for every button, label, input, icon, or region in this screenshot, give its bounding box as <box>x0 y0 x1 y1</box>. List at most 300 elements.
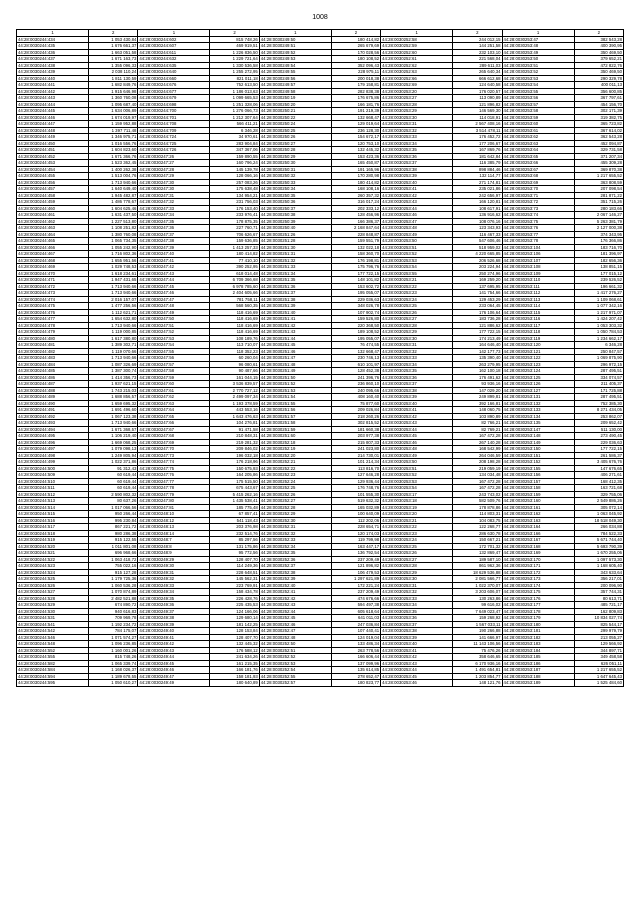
cadastral-number-cell: 44:28:0030251:35 <box>259 277 331 284</box>
cadastral-number-cell: 44:28:0030253:43 <box>381 660 453 667</box>
cadastral-number-cell: 44:28:0030244:700 <box>138 108 210 115</box>
cadastral-value-cell: 283 904,84 <box>210 140 259 147</box>
cadastral-value-cell: 706 626,67 <box>210 231 259 238</box>
cadastral-number-cell: 44:28:0030253:43 <box>381 199 453 206</box>
cadastral-value-cell: 347 367,06 <box>210 147 259 154</box>
cadastral-value-cell: 296 972,15 <box>574 361 623 368</box>
cadastral-value-cell: 1 617 380,80 <box>89 335 138 342</box>
cadastral-value-cell: 1 713 940,66 <box>89 355 138 362</box>
cadastral-value-cell: 2 168 847,64 <box>331 225 380 232</box>
cadastral-number-cell: 44:28:0030252:46 <box>259 621 331 628</box>
cadastral-number-cell: 44:28:0030253:31 <box>381 342 453 349</box>
cadastral-value-cell: 1 096 236,85 <box>89 641 138 648</box>
cadastral-number-cell: 44:28:0030253:55 <box>381 270 453 277</box>
cadastral-value-cell: 329 731,58 <box>574 147 623 154</box>
cadastral-number-cell: 44:28:0030253:148 <box>502 433 574 440</box>
cadastral-number-cell: 44:28:0030244:509 <box>17 472 89 479</box>
cadastral-number-cell: 44:28:0030251:32 <box>259 257 331 264</box>
cadastral-value-cell: 181 660,38 <box>331 426 380 433</box>
cadastral-number-cell: 44:28:0030253:110 <box>502 277 574 284</box>
cadastral-value-cell: 995 230,84 <box>89 517 138 524</box>
cadastral-number-cell: 44:28:0030249:50 <box>259 36 331 43</box>
cadastral-value-cell: 454 156,70 <box>574 101 623 108</box>
cadastral-value-cell: 60 619,44 <box>89 472 138 479</box>
cadastral-value-cell: 6 170 936,16 <box>453 660 502 667</box>
cadastral-number-cell: 44:28:0030253:38 <box>381 166 453 173</box>
cadastral-number-cell: 44:28:0030253:37 <box>381 621 453 628</box>
cadastral-number-cell: 44:28:0030253:78 <box>502 238 574 245</box>
cadastral-number-cell: 44:28:0030253:111 <box>502 283 574 290</box>
cadastral-number-cell: 44:28:0030253:21 <box>381 517 453 524</box>
cadastral-value-cell: 176 020,57 <box>453 88 502 95</box>
cadastral-value-cell: 1 016 556,76 <box>89 140 138 147</box>
cadastral-value-cell: 82 766,21 <box>453 420 502 427</box>
cadastral-value-cell: 280 183,66 <box>574 205 623 212</box>
cadastral-value-cell: 124 640,58 <box>453 82 502 89</box>
cadastral-value-cell: 163 447,17 <box>331 543 380 550</box>
cadastral-value-cell: 271 174,81 <box>453 179 502 186</box>
cadastral-number-cell: 44:28:0030253:54 <box>381 264 453 271</box>
cadastral-number-cell: 44:28:0030247:45 <box>138 283 210 290</box>
cadastral-number-cell: 44:28:0030253:62 <box>502 134 574 141</box>
cadastral-number-cell: 44:28:0030247:61 <box>138 387 210 394</box>
cadastral-number-cell: 44:28:0030247:57 <box>138 361 210 368</box>
cadastral-value-cell: 176 218,96 <box>210 459 259 466</box>
cadastral-number-cell: 44:28:0030251:56 <box>259 407 331 414</box>
cadastral-value-cell: 124 019,04 <box>331 634 380 641</box>
cadastral-value-cell: 915 127,28 <box>89 569 138 576</box>
cadastral-number-cell: 44:28:0030253:113 <box>502 296 574 303</box>
cadastral-number-cell: 44:28:0030253:114 <box>502 303 574 310</box>
cadastral-number-cell: 44:28:0030249:58 <box>259 88 331 95</box>
cadastral-number-cell: 44:28:0030253:35 <box>381 608 453 615</box>
cadastral-number-cell: 44:28:0030244:455 <box>17 173 89 180</box>
cadastral-value-cell: 141 666,97 <box>453 634 502 641</box>
cadastral-number-cell: 44:28:0030253:26 <box>381 309 453 316</box>
cadastral-value-cell: 150 667,21 <box>453 537 502 544</box>
cadastral-number-cell: 44:28:0030250:31 <box>259 166 331 173</box>
cadastral-number-cell: 44:28:0030252:28 <box>259 504 331 511</box>
cadastral-value-cell: 1 424 207,42 <box>574 316 623 323</box>
cadastral-number-cell: 44:28:0030249:54 <box>259 62 331 69</box>
cadastral-value-cell: 128 066,16 <box>210 173 259 180</box>
cadastral-number-cell: 44:28:0030253:155 <box>502 465 574 472</box>
cadastral-value-cell: 180 414,82 <box>331 179 380 186</box>
cadastral-number-cell: 44:28:0030247:69 <box>138 439 210 446</box>
cadastral-value-cell: 1 063 418,72 <box>89 556 138 563</box>
cadastral-value-cell: 202 333,12 <box>331 205 380 212</box>
cadastral-number-cell: 44:28:0030244:470 <box>17 270 89 277</box>
cadastral-number-cell: 44:28:0030253:186 <box>502 660 574 667</box>
cadastral-number-cell: 44:28:0030253:36 <box>381 615 453 622</box>
cadastral-number-cell: 44:28:0030253:59 <box>502 114 574 121</box>
cadastral-number-cell: 44:28:0030253:167 <box>502 537 574 544</box>
cadastral-value-cell: 121 896,82 <box>453 101 502 108</box>
cadastral-number-cell: 44:28:0030253:50 <box>381 459 453 466</box>
cadastral-number-cell: 44:28:0030253:33 <box>381 595 453 602</box>
cadastral-number-cell: 44:28:0030244:602 <box>138 36 210 43</box>
cadastral-value-cell: 67 857,41 <box>210 511 259 518</box>
cadastral-number-cell: 44:28:0030253:27 <box>381 556 453 563</box>
cadastral-number-cell: 44:28:0030253:182 <box>502 634 574 641</box>
column-header-number: 1 <box>259 30 331 37</box>
cadastral-value-cell: 146 569,30 <box>453 108 502 115</box>
cadastral-value-cell: 159 526,80 <box>331 316 380 323</box>
cadastral-number-cell: 44:28:0030253:161 <box>502 504 574 511</box>
cadastral-value-cell: 145 139,78 <box>210 166 259 173</box>
page-number: 1008 <box>312 14 328 21</box>
cadastral-number-cell: 44:28:0030244:522 <box>17 556 89 563</box>
cadastral-number-cell: 44:28:0030244:454 <box>17 166 89 173</box>
cadastral-value-cell: 82 769,21 <box>453 426 502 433</box>
cadastral-value-cell: 316 017,24 <box>331 199 380 206</box>
cadastral-value-cell: 76 474,55 <box>331 342 380 349</box>
cadastral-value-cell: 3 514 478,11 <box>453 127 502 134</box>
cadastral-number-cell: 44:28:0030249:41 <box>138 634 210 641</box>
cadastral-value-cell: 231 756,03 <box>210 199 259 206</box>
cadastral-number-cell: 44:28:0030253:61 <box>502 127 574 134</box>
cadastral-number-cell: 44:28:0030253:54 <box>381 485 453 492</box>
cadastral-value-cell: 1 947 431,65 <box>89 277 138 284</box>
cadastral-value-cell: 180 640,89 <box>210 680 259 687</box>
cadastral-number-cell: 44:28:0030252:21 <box>259 459 331 466</box>
cadastral-number-cell: 44:28:0030252:32 <box>259 530 331 537</box>
cadastral-number-cell: 44:28:0030244:513 <box>17 498 89 505</box>
cadastral-value-cell: 1 713 940,66 <box>89 290 138 297</box>
cadastral-value-cell: 302 171,39 <box>574 108 623 115</box>
cadastral-number-cell: 44:28:0030253:33 <box>381 355 453 362</box>
cadastral-value-cell: 118 416,69 <box>210 309 259 316</box>
cadastral-value-cell: 6 346,28 <box>574 342 623 349</box>
cadastral-value-cell: 167 472,28 <box>453 433 502 440</box>
cadastral-value-cell: 666 612,68 <box>453 75 502 82</box>
cadastral-number-cell: 44:28:0030253:68 <box>502 173 574 180</box>
cadastral-number-cell: 44:28:0030249:45 <box>138 660 210 667</box>
cadastral-number-cell: 44:28:0030250:19 <box>259 95 331 102</box>
cadastral-number-cell: 44:28:0030252:35 <box>259 550 331 557</box>
cadastral-number-cell: 44:28:0030251:59 <box>259 426 331 433</box>
cadastral-number-cell: 44:28:0030253:166 <box>502 530 574 537</box>
cadastral-number-cell: 44:28:0030244:443 <box>17 95 89 102</box>
cadastral-number-cell: 44:28:0030247:26 <box>138 153 210 160</box>
cadastral-number-cell: 44:28:0030252:44 <box>259 608 331 615</box>
cadastral-value-cell: 175 638,48 <box>210 186 259 193</box>
cadastral-value-cell: 177 722,15 <box>331 270 380 277</box>
cadastral-number-cell: 44:28:0030252:40 <box>259 582 331 589</box>
cadastral-value-cell: 116 467,33 <box>453 231 502 238</box>
cadastral-value-cell: 99 616,02 <box>453 602 502 609</box>
cadastral-number-cell: 44:28:0030253:54 <box>502 82 574 89</box>
cadastral-number-cell: 44:28:0030253:126 <box>502 381 574 388</box>
cadastral-value-cell: 1 168 605,40 <box>574 563 623 570</box>
cadastral-number-cell: 44:28:0030251:28 <box>259 238 331 245</box>
cadastral-number-cell: 44:28:0030244:458 <box>17 192 89 199</box>
cadastral-value-cell: 148 121,76 <box>453 680 502 687</box>
cadastral-value-cell: 203 376,98 <box>210 524 259 531</box>
cadastral-number-cell: 44:28:0030251:57 <box>259 413 331 420</box>
cadastral-number-cell: 44:28:0030253:32 <box>381 589 453 596</box>
cadastral-number-cell: 44:28:0030253:118 <box>502 329 574 336</box>
cadastral-number-cell: 44:28:0030253:160 <box>502 498 574 505</box>
cadastral-value-cell: 2 499 097,34 <box>210 394 259 401</box>
cadastral-number-cell: 44:28:0030244:480 <box>17 335 89 342</box>
cadastral-value-cell: 219 281,32 <box>210 439 259 446</box>
cadastral-value-cell: 1 688 856,57 <box>89 394 138 401</box>
cadastral-value-cell: 1 713 940,66 <box>89 420 138 427</box>
cadastral-number-cell: 44:28:0030250:25 <box>259 127 331 134</box>
cadastral-number-cell: 44:28:0030251:46 <box>259 348 331 355</box>
cadastral-value-cell: 134 954,21 <box>210 192 259 199</box>
cadastral-value-cell: 116 385,79 <box>453 160 502 167</box>
cadastral-value-cell: 236 860,10 <box>331 381 380 388</box>
cadastral-number-cell: 44:28:0030252:36 <box>259 556 331 563</box>
cadastral-number-cell: 44:28:0030247:73 <box>138 452 210 459</box>
cadastral-number-cell: 44:28:0030247:63 <box>138 400 210 407</box>
cadastral-value-cell: 1 297 621,89 <box>331 576 380 583</box>
column-header-number: 1 <box>381 30 453 37</box>
cadastral-value-cell: 121 896,82 <box>331 563 380 570</box>
cadastral-value-cell: 302 815,52 <box>331 420 380 427</box>
cadastral-value-cell: 103 890,89 <box>453 413 502 420</box>
column-header-value: 2 <box>574 30 623 37</box>
cadastral-value-cell: 264 046,59 <box>453 452 502 459</box>
cadastral-value-cell: 123 343,93 <box>453 225 502 232</box>
cadastral-number-cell: 44:28:0030252:48 <box>259 634 331 641</box>
cadastral-value-cell: 159 636,85 <box>210 238 259 245</box>
cadastral-value-cell: 273 490,45 <box>574 433 623 440</box>
cadastral-value-cell: 165 032,89 <box>331 504 380 511</box>
cadastral-number-cell: 44:28:0030253:149 <box>502 439 574 446</box>
cadastral-number-cell: 44:28:0030248:13 <box>138 524 210 531</box>
cadastral-value-cell: 226 428,76 <box>210 595 259 602</box>
cadastral-table-container <box>16 29 624 687</box>
cadastral-value-cell: 230 746,13 <box>331 355 380 362</box>
cadastral-number-cell: 44:28:0030244:467 <box>17 251 89 258</box>
cadastral-number-cell: 44:28:0030244:485 <box>17 368 89 375</box>
cadastral-value-cell: 2 482 521,88 <box>89 595 138 602</box>
cadastral-number-cell: 44:28:0030250:36 <box>259 199 331 206</box>
cadastral-number-cell: 44:28:0030252:23 <box>259 472 331 479</box>
cadastral-value-cell: 1 414 356,73 <box>89 374 138 381</box>
cadastral-number-cell: 44:28:0030253:24 <box>381 537 453 544</box>
cadastral-number-cell: 44:28:0030253:150 <box>502 446 574 453</box>
cadastral-number-cell: 44:28:0030253:32 <box>381 348 453 355</box>
cadastral-value-cell: 940 616,83 <box>89 608 138 615</box>
cadastral-value-cell: 132 022,18 <box>331 244 380 251</box>
cadastral-number-cell: 44:28:0030250:22 <box>259 114 331 121</box>
cadastral-value-cell: 159 890,55 <box>210 153 259 160</box>
cadastral-value-cell: 1 067 123,38 <box>89 413 138 420</box>
cadastral-value-cell: 1 713 940,66 <box>89 322 138 329</box>
cadastral-number-cell: 44:28:0030251:31 <box>259 251 331 258</box>
cadastral-value-cell: 1 112 621,71 <box>89 309 138 316</box>
cadastral-value-cell: 166 386,37 <box>331 218 380 225</box>
cadastral-number-cell: 44:28:0030248:8 <box>138 543 210 550</box>
cadastral-number-cell: 44:28:0030244:511 <box>17 485 89 492</box>
cadastral-number-cell: 44:28:0030244:498 <box>17 452 89 459</box>
cadastral-value-cell: 60 260,04 <box>210 355 259 362</box>
cadastral-number-cell: 44:28:0030250:33 <box>259 179 331 186</box>
cadastral-number-cell: 44:28:0030253:49 <box>381 231 453 238</box>
cadastral-number-cell: 44:28:0030251:37 <box>259 290 331 297</box>
cadastral-value-cell: 214 730,01 <box>331 452 380 459</box>
cadastral-number-cell: 44:28:0030253:41 <box>381 647 453 654</box>
cadastral-number-cell: 44:28:0030244:445 <box>17 108 89 115</box>
cadastral-value-cell: 120 174,03 <box>331 530 380 537</box>
cadastral-value-cell: 172 701,32 <box>453 543 502 550</box>
cadastral-number-cell: 44:28:0030244:512 <box>17 491 89 498</box>
cadastral-number-cell: 44:28:0030253:173 <box>502 576 574 583</box>
cadastral-number-cell: 44:28:0030247:40 <box>138 251 210 258</box>
cadastral-number-cell: 44:28:0030247:51 <box>138 322 210 329</box>
cadastral-value-cell: 176 153,40 <box>210 205 259 212</box>
cadastral-number-cell: 44:28:0030253:168 <box>502 543 574 550</box>
cadastral-value-cell: 257 083,26 <box>210 179 259 186</box>
cadastral-value-cell: 1 671 163,73 <box>89 56 138 63</box>
cadastral-number-cell: 44:28:0030253:47 <box>502 36 574 43</box>
cadastral-value-cell: 5 415 262,16 <box>210 491 259 498</box>
cadastral-value-cell: 286 630,78 <box>453 530 502 537</box>
cadastral-number-cell: 44:28:0030253:175 <box>502 589 574 596</box>
cadastral-value-cell: 80 613,71 <box>574 595 623 602</box>
cadastral-value-cell: 165 450,87 <box>331 160 380 167</box>
cadastral-value-cell: 1 618 234,61 <box>89 270 138 277</box>
cadastral-value-cell: 241 634,26 <box>210 654 259 661</box>
cadastral-value-cell: 594 497,38 <box>331 602 380 609</box>
cadastral-value-cell: 1 193 378,59 <box>210 400 259 407</box>
cadastral-number-cell: 44:28:0030244:444 <box>17 101 89 108</box>
cadastral-number-cell: 44:28:0030244:464 <box>17 231 89 238</box>
cadastral-value-cell: 159 551,79 <box>331 238 380 245</box>
cadastral-value-cell: 91 471,58 <box>210 426 259 433</box>
cadastral-number-cell: 44:28:0030244:435 <box>17 43 89 50</box>
cadastral-number-cell: 44:28:0030244:471 <box>17 277 89 284</box>
cadastral-value-cell: 1 053 430,84 <box>89 36 138 43</box>
cadastral-number-cell: 44:28:0030253:107 <box>502 257 574 264</box>
cadastral-number-cell: 44:28:0030253:19 <box>381 504 453 511</box>
cadastral-value-cell: 1 604 625,46 <box>89 205 138 212</box>
cadastral-value-cell: 287 495,51 <box>574 368 623 375</box>
cadastral-value-cell: 167 472,28 <box>453 478 502 485</box>
cadastral-value-cell: 195 055,07 <box>331 290 380 297</box>
cadastral-number-cell: 44:28:0030253:164 <box>502 524 574 531</box>
cadastral-value-cell: 4 220 665,85 <box>453 251 502 258</box>
cadastral-number-cell: 44:28:0030252:37 <box>259 563 331 570</box>
cadastral-number-cell: 44:28:0030247:30 <box>138 179 210 186</box>
cadastral-value-cell: 392 166,81 <box>453 400 502 407</box>
cadastral-value-cell: 207 098,54 <box>574 186 623 193</box>
cadastral-number-cell: 44:28:0030244:461 <box>17 212 89 219</box>
cadastral-value-cell: 129 019,64 <box>331 121 380 128</box>
cadastral-number-cell: 44:28:0030252:26 <box>259 491 331 498</box>
cadastral-value-cell: 1 255 272,95 <box>210 69 259 76</box>
cadastral-number-cell: 44:28:0030253:116 <box>502 316 574 323</box>
cadastral-value-cell: 167 869,76 <box>453 147 502 154</box>
cadastral-number-cell: 44:28:0030253:20 <box>381 511 453 518</box>
cadastral-number-cell: 44:28:0030252:38 <box>259 569 331 576</box>
cadastral-value-cell: 369 870,38 <box>574 166 623 173</box>
cadastral-number-cell: 44:28:0030253:132 <box>502 400 574 407</box>
cadastral-number-cell: 44:28:0030244:519 <box>17 537 89 544</box>
cadastral-value-cell: 1 663 051,58 <box>89 49 138 56</box>
cadastral-value-cell: 815 748,26 <box>89 654 138 661</box>
cadastral-number-cell: 44:28:0030253:181 <box>502 628 574 635</box>
cadastral-value-cell: 77 410,10 <box>210 257 259 264</box>
cadastral-value-cell: 177 722,15 <box>453 329 502 336</box>
cadastral-number-cell: 44:28:0030252:45 <box>259 615 331 622</box>
cadastral-number-cell: 44:28:0030253:56 <box>502 95 574 102</box>
cadastral-value-cell: 350 469,50 <box>574 49 623 56</box>
cadastral-value-cell: 229 036,63 <box>331 296 380 303</box>
cadastral-value-cell: 153 423,36 <box>331 153 380 160</box>
cadastral-value-cell: 582 509,76 <box>453 498 502 505</box>
cadastral-number-cell: 44:28:0030252:34 <box>259 543 331 550</box>
cadastral-number-cell: 44:28:0030252:53 <box>259 660 331 667</box>
cadastral-number-cell: 44:28:0030253:57 <box>502 101 574 108</box>
cadastral-value-cell: 215 807,33 <box>331 439 380 446</box>
cadastral-value-cell: 104 083,75 <box>453 517 502 524</box>
cadastral-number-cell: 44:28:0030244:463 <box>17 225 89 232</box>
cadastral-number-cell: 44:28:0030253:109 <box>502 270 574 277</box>
cadastral-value-cell: 237 209,49 <box>331 556 380 563</box>
cadastral-value-cell: 474 676,66 <box>331 595 380 602</box>
cadastral-number-cell: 44:28:0030253:119 <box>502 335 574 342</box>
cadastral-value-cell: 2 590 802,32 <box>89 491 138 498</box>
cadastral-value-cell: 1 674 019,97 <box>89 114 138 121</box>
cadastral-value-cell: 239 526,52 <box>574 277 623 284</box>
column-header-value: 2 <box>453 30 502 37</box>
cadastral-value-cell: 154 672,17 <box>331 134 380 141</box>
cadastral-value-cell: 566 411,21 <box>210 121 259 128</box>
cadastral-value-cell: 290 329,78 <box>574 75 623 82</box>
cadastral-value-cell: 189 108,52 <box>331 329 380 336</box>
cadastral-number-cell: 44:28:0030244:515 <box>17 511 89 518</box>
cadastral-value-cell: 1 276 066,73 <box>210 108 259 115</box>
cadastral-value-cell: 357 744,31 <box>574 589 623 596</box>
cadastral-value-cell: 408 160,40 <box>331 394 380 401</box>
cadastral-number-cell: 44:28:0030251:38 <box>259 296 331 303</box>
cadastral-number-cell: 44:28:0030253:28 <box>381 322 453 329</box>
cadastral-number-cell: 44:28:0030247:65 <box>138 413 210 420</box>
cadastral-number-cell: 44:28:0030244:450 <box>17 140 89 147</box>
cadastral-number-cell: 44:28:0030244:439 <box>17 69 89 76</box>
cadastral-value-cell: 1 631 437,50 <box>89 212 138 219</box>
cadastral-number-cell: 44:28:0030244:516 <box>17 517 89 524</box>
cadastral-value-cell: 263 778,56 <box>331 647 380 654</box>
cadastral-number-cell: 44:28:0030250:24 <box>259 121 331 128</box>
cadastral-value-cell: 610 101,97 <box>331 361 380 368</box>
cadastral-number-cell: 44:28:0030248:14 <box>138 530 210 537</box>
cadastral-number-cell: 44:28:0030253:53 <box>381 257 453 264</box>
cadastral-number-cell: 44:28:0030253:115 <box>502 309 574 316</box>
cadastral-number-cell: 44:28:0030252:39 <box>259 576 331 583</box>
cadastral-number-cell: 44:28:0030253:45 <box>381 673 453 680</box>
cadastral-number-cell: 44:28:0030253:50 <box>381 238 453 245</box>
cadastral-value-cell: 124 166,06 <box>210 608 259 615</box>
cadastral-value-cell: 1 055 242,90 <box>89 244 138 251</box>
cadastral-value-cell: 203 224,94 <box>453 264 502 271</box>
cadastral-number-cell: 44:28:0030253:31 <box>381 121 453 128</box>
cadastral-number-cell: 44:28:0030244:486 <box>17 374 89 381</box>
cadastral-number-cell: 44:28:0030253:72 <box>502 199 574 206</box>
cadastral-value-cell: 34 970,61 <box>210 134 259 141</box>
cadastral-number-cell: 44:28:0030253:44 <box>381 667 453 674</box>
cadastral-value-cell: 130 263,86 <box>453 595 502 602</box>
cadastral-number-cell: 44:28:0030253:151 <box>502 452 574 459</box>
cadastral-number-cell: 44:28:0030247:30 <box>138 186 210 193</box>
cadastral-value-cell: 107 440,41 <box>331 628 380 635</box>
cadastral-number-cell: 44:28:0030253:42 <box>381 413 453 420</box>
